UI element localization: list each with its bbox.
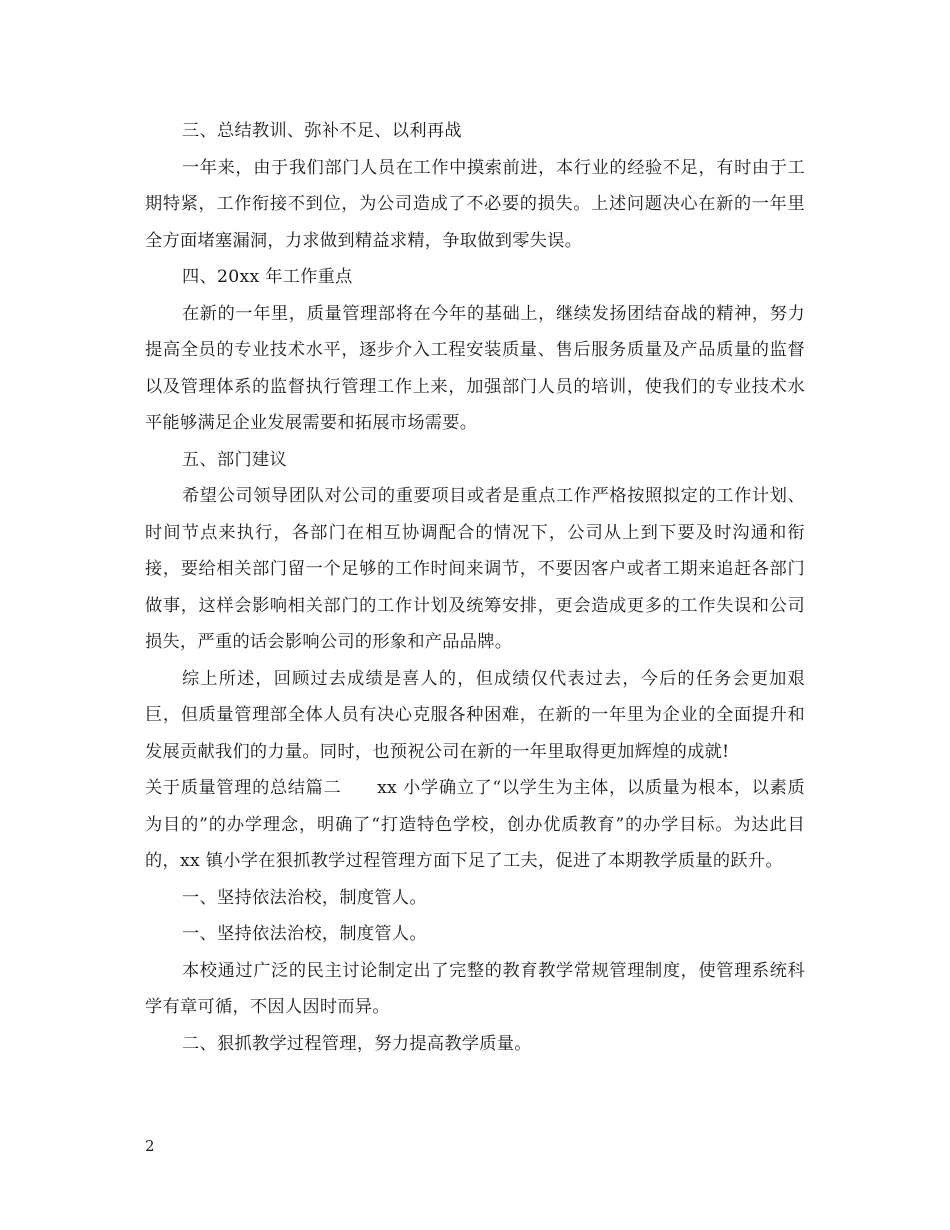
section-heading-1-repeat: 一、坚持依法治校，制度管人。 (182, 924, 427, 944)
section-heading-1: 一、坚持依法治校，制度管人。 (182, 887, 427, 908)
body-paragraph: 综上所述，回顾过去成绩是喜人的，但成绩仅代表过去，今后的任务会更加艰巨，但质量管理部全体人员有决心克服各种困难，在新的一年里为企业的全面提升和发展贡献我们的力量。同时，也预祝公司在新的一年里取得更加辉煌的成就! (145, 668, 805, 762)
section-heading-3: 三、总结教训、弥补不足、以利再战 (182, 121, 462, 141)
section-heading-5: 五、部门建议 (182, 449, 287, 470)
page-number: 2 (145, 1137, 155, 1155)
article-two-intro: 关于质量管理的总结篇二 xx 小学确立了“以学生为主体，以质量为根本，以素质为目的”的办学理念，明确了“打造特色学校，创办优质教育”的办学目标。为达此目的，xx 镇小学在狠抓教学过程管理方面下足了工夫，促进了本期教学质量的跃升。 (145, 778, 805, 871)
section-heading-4: 四、20xx 年工作重点 (182, 267, 353, 287)
document-body (145, 113, 805, 1062)
section-heading-2: 二、狠抓教学过程管理，努力提高教学质量。 (182, 1033, 532, 1054)
body-paragraph: 在新的一年里，质量管理部将在今年的基础上，继续发扬团结奋战的精神，努力提高全员的专业技术水平，逐步介入工程安装质量、售后服务质量及产品质量的监督以及管理体系的监督执行管理工作上来，加强部门人员的培训，使我们的专业技术水平能够满足企业发展需要和拓展市场需要。 (145, 303, 805, 433)
body-paragraph: 一年来，由于我们部门人员在工作中摸索前进，本行业的经验不足，有时由于工期特紧，工作衔接不到位，为公司造成了不必要的损失。上述问题决心在新的一年里全方面堵塞漏洞，力求做到精益求精，争取做到零失误。 (145, 157, 805, 251)
body-paragraph: 本校通过广泛的民主讨论制定出了完整的教育教学常规管理制度，使管理系统科学有章可循，不因人因时而异。 (145, 960, 805, 1017)
body-paragraph: 希望公司领导团队对公司的重要项目或者是重点工作严格按照拟定的工作计划、时间节点来执行，各部门在相互协调配合的情况下，公司从上到下要及时沟通和衔接，要给相关部门留一个足够的工作时间来调节，不要因客户或者工期来追赶各部门做事，这样会影响相关部门的工作计划及统筹安排，更会造成更多的工作失误和公司损失，严重的话会影响公司的形象和产品品牌。 (145, 486, 805, 652)
